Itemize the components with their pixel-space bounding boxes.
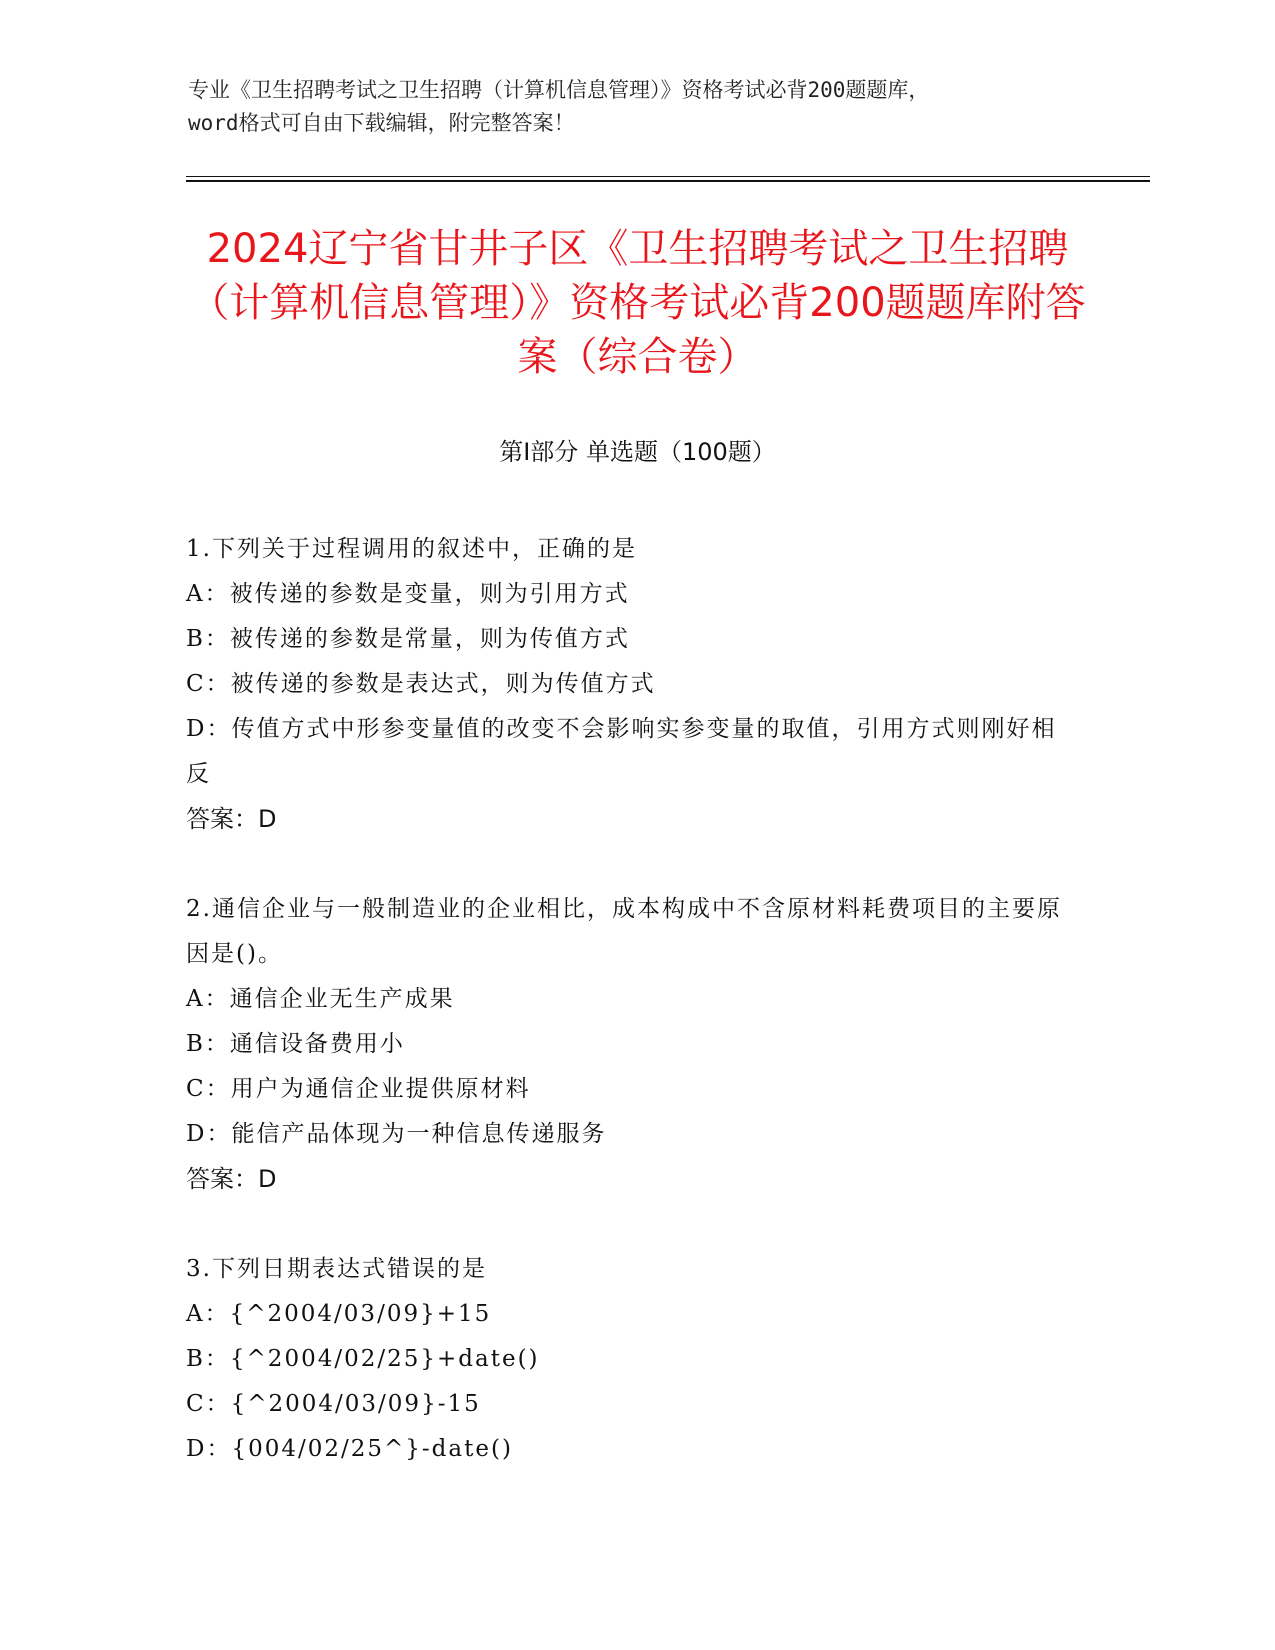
header-rule-thick (186, 180, 1150, 182)
option-c: C：{^2004/03/09}-15 (186, 1391, 481, 1417)
header-note-line-2: word格式可自由下载编辑，附完整答案！ (188, 111, 575, 135)
option-b: B：被传递的参数是常量，则为传值方式 (186, 626, 630, 652)
question-stem: 3.下列日期表达式错误的是 (186, 1256, 487, 1282)
header-rule-thin (186, 176, 1150, 177)
option-d: D：{004/02/25^}-date() (186, 1436, 513, 1462)
section-heading: 第Ⅰ部分 单选题（100题） (499, 438, 776, 466)
question-1 (186, 527, 1081, 842)
question-list (186, 527, 1081, 1517)
question-2 (186, 887, 1081, 1202)
answer-text: 答案：D (186, 805, 277, 833)
option-a: A：被传递的参数是变量，则为引用方式 (186, 581, 630, 607)
question-stem: 1.下列关于过程调用的叙述中，正确的是 (186, 536, 637, 562)
option-b: B：通信设备费用小 (186, 1031, 405, 1057)
question-stem: 2.通信企业与一般制造业的企业相比，成本构成中不含原材料耗费项目的主要原因是()。 (186, 896, 1062, 967)
option-d: D：能信产品体现为一种信息传递服务 (186, 1121, 607, 1147)
header-note-line-1: 专业《卫生招聘考试之卫生招聘（计算机信息管理）》资格考试必背200题题库， (188, 78, 930, 102)
option-a: A：{^2004/03/09}+15 (186, 1301, 492, 1327)
question-3 (186, 1247, 1081, 1472)
option-b: B：{^2004/02/25}+date() (186, 1346, 540, 1372)
option-c: C：用户为通信企业提供原材料 (186, 1076, 531, 1102)
document-title: 2024辽宁省甘井子区《卫生招聘考试之卫生招聘（计算机信息管理）》资格考试必背200题题库附答案（综合卷） (189, 226, 1086, 380)
option-d: D：传值方式中形参变量值的改变不会影响实参变量的取值，引用方式则刚好相反 (186, 716, 1057, 787)
option-c: C：被传递的参数是表达式，则为传值方式 (186, 671, 656, 697)
answer-text: 答案：D (186, 1165, 277, 1193)
header-note (188, 74, 1088, 140)
option-a: A：通信企业无生产成果 (186, 986, 455, 1012)
